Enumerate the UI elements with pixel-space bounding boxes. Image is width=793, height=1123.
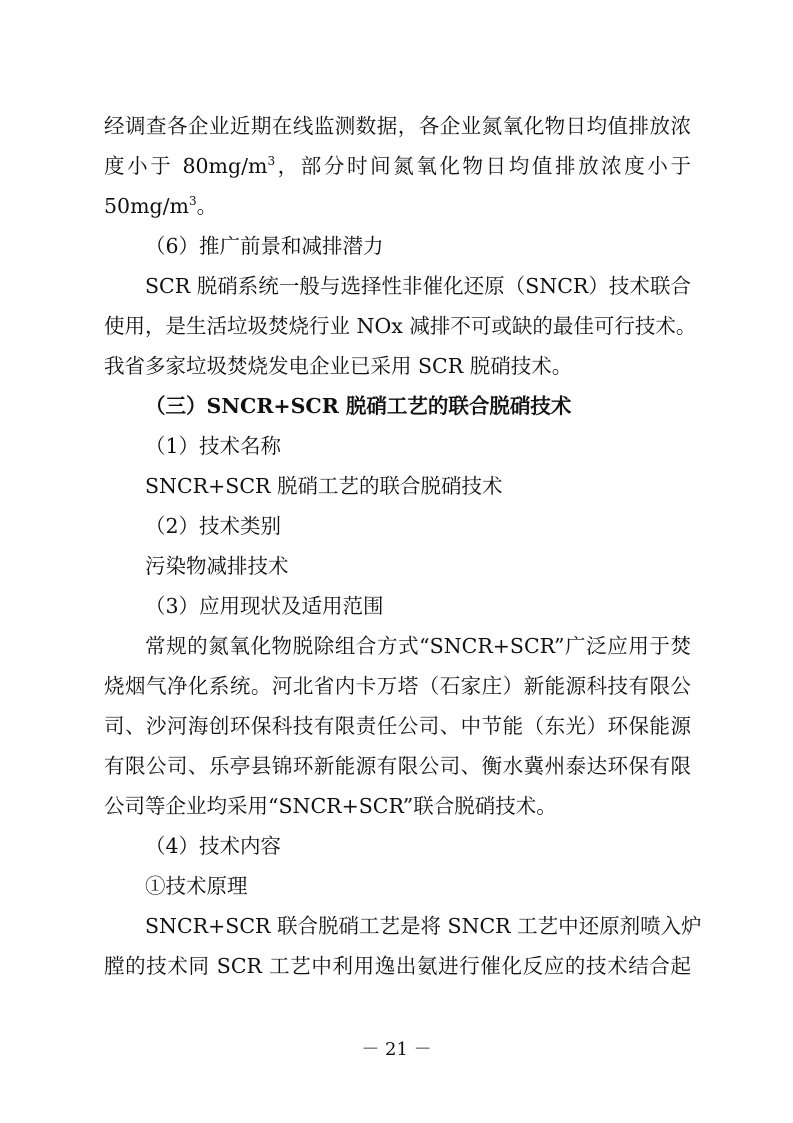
paragraph-line: 常规的氮氧化物脱除组合方式“SNCR+SCR”广泛应用于焚 <box>145 634 691 658</box>
superscript: 3 <box>189 194 197 208</box>
paragraph-line: 司、沙河海创环保科技有限责任公司、中节能（东光）环保能源 <box>104 714 691 738</box>
paragraph-line: 我省多家垃圾焚烧发电企业已采用 SCR 脱硝技术。 <box>104 354 573 378</box>
paragraph-line: 烧烟气净化系统。河北省内卡万塔（石家庄）新能源科技有限公 <box>104 674 691 698</box>
section-heading: ①技术原理 <box>145 874 248 898</box>
paragraph-line: SNCR+SCR 联合脱硝工艺是将 SNCR 工艺中还原剂喷入炉 <box>145 914 702 938</box>
section-heading: （2）技术类别 <box>145 514 282 538</box>
text-run: ，部分时间氮氧化物日均值排放浓度小于 <box>275 154 691 178</box>
paragraph-line <box>104 186 217 226</box>
section-heading: （4）技术内容 <box>145 834 282 858</box>
paragraph-line: 污染物减排技术 <box>145 554 289 578</box>
paragraph-line: SNCR+SCR 脱硝工艺的联合脱硝技术 <box>145 474 503 498</box>
text-run: 50mg/m <box>104 194 189 218</box>
paragraph-line <box>104 146 691 186</box>
text-run: 。 <box>196 194 218 218</box>
section-heading: （3）应用现状及适用范围 <box>145 594 384 618</box>
paragraph-line: 公司等企业均采用“SNCR+SCR”联合脱硝技术。 <box>104 794 557 818</box>
paragraph-line: 使用，是生活垃圾焚烧行业 NOx 减排不可或缺的最佳可行技术。 <box>104 314 697 338</box>
paragraph-line: 膛的技术同 SCR 工艺中利用逸出氨进行催化反应的技术结合起 <box>104 954 691 978</box>
subsection-heading: （三）SNCR+SCR 脱硝工艺的联合脱硝技术 <box>145 394 572 418</box>
superscript: 3 <box>267 154 276 168</box>
section-heading: （6）推广前景和减排潜力 <box>145 234 384 258</box>
paragraph-line: SCR 脱硝系统一般与选择性非催化还原（SNCR）技术联合 <box>145 274 691 298</box>
paragraph-line: 有限公司、乐亭县锦环新能源有限公司、衡水冀州泰达环保有限 <box>104 754 691 778</box>
page-number: － 21 － <box>361 1039 432 1060</box>
section-heading: （1）技术名称 <box>145 434 282 458</box>
text-run: 度小于 80mg/m <box>104 154 268 178</box>
paragraph-line: 经调查各企业近期在线监测数据，各企业氮氧化物日均值排放浓 <box>104 114 691 138</box>
